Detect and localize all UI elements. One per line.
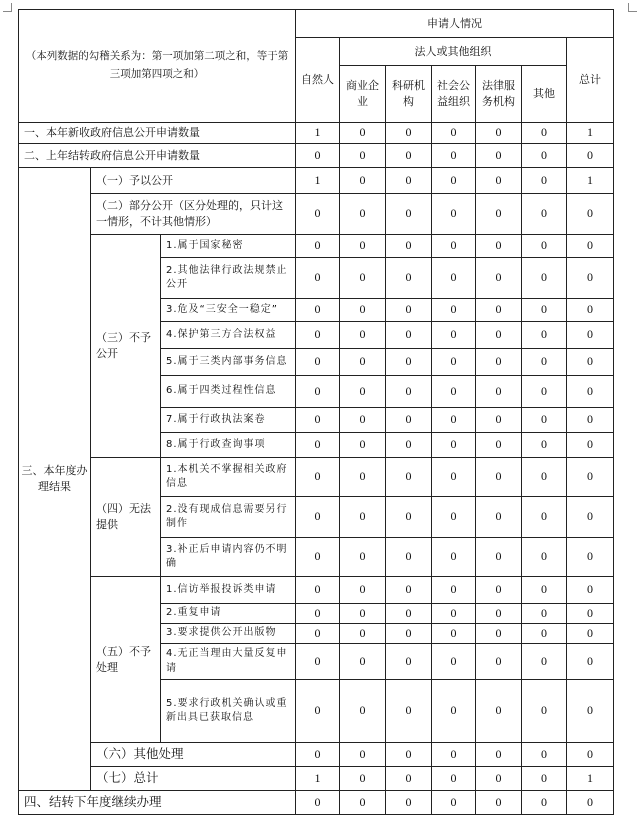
- header-applicant-situation: 申请人情况: [296, 10, 614, 38]
- group-not-disclosed-label: （三）不予公开: [91, 235, 161, 458]
- row-not-processed-item-1-value-3: 0: [386, 577, 432, 604]
- row-not-processed-item-5-value-5: 0: [476, 680, 522, 743]
- row-not-disclosed-item-3-value-4: 0: [432, 299, 476, 322]
- row-other-handling-value-7: 0: [567, 743, 614, 767]
- row-not-disclosed-item-5-value-6: 0: [522, 349, 567, 376]
- row-not-disclosed-item-label: 2.其他法律行政法规禁止公开: [161, 258, 296, 299]
- row-not-disclosed-item-7-value-2: 0: [340, 408, 386, 433]
- row-not-disclosed-item-7-value-7: 0: [567, 408, 614, 433]
- row-carry-forward-value-3: 0: [386, 791, 432, 815]
- row-not-disclosed-item-1-value-2: 0: [340, 235, 386, 258]
- row-not-disclosed-item-1-value-1: 0: [296, 235, 340, 258]
- row-new-applications-value-7: 1: [567, 123, 614, 144]
- row-not-processed-item-5-value-4: 0: [432, 680, 476, 743]
- row-results-total-value-6: 0: [522, 767, 567, 791]
- row-not-processed-item-1-value-6: 0: [522, 577, 567, 604]
- row-carried-over-value-7: 0: [567, 144, 614, 168]
- row-partially-disclosed-label: （二）部分公开（区分处理的，只计这一情形，不计其他情形）: [91, 194, 296, 235]
- header-other: 其他: [522, 66, 567, 123]
- row-not-disclosed-item-3-value-1: 0: [296, 299, 340, 322]
- row-not-disclosed-item-2-value-2: 0: [340, 258, 386, 299]
- row-partially-disclosed-value-6: 0: [522, 194, 567, 235]
- row-unable-to-provide-item-2-value-5: 0: [476, 497, 522, 538]
- row-partially-disclosed-value-2: 0: [340, 194, 386, 235]
- row-not-processed-item-4-value-4: 0: [432, 644, 476, 680]
- row-unable-to-provide-item-label: 3.补正后申请内容仍不明确: [161, 538, 296, 577]
- row-unable-to-provide-item-3-value-7: 0: [567, 538, 614, 577]
- row-disclosed-value-5: 0: [476, 168, 522, 194]
- row-disclosed-value-6: 0: [522, 168, 567, 194]
- row-unable-to-provide-item-1-value-3: 0: [386, 458, 432, 497]
- row-not-processed-item-3-value-7: 0: [567, 624, 614, 644]
- row-not-disclosed-item-2-value-1: 0: [296, 258, 340, 299]
- row-partially-disclosed-value-4: 0: [432, 194, 476, 235]
- row-partially-disclosed-value-7: 0: [567, 194, 614, 235]
- row-not-disclosed-item-7-value-5: 0: [476, 408, 522, 433]
- group-not-processed-label: （五）不予处理: [91, 577, 161, 743]
- row-not-disclosed-item-label: 3.危及“三安全一稳定”: [161, 299, 296, 322]
- row-unable-to-provide-item-1-value-7: 0: [567, 458, 614, 497]
- header-commercial: 商业企业: [340, 66, 386, 123]
- row-not-processed-item-2-value-1: 0: [296, 604, 340, 624]
- row-unable-to-provide-item-3-value-2: 0: [340, 538, 386, 577]
- row-not-processed-item-5-value-6: 0: [522, 680, 567, 743]
- row-not-disclosed-item-1-value-5: 0: [476, 235, 522, 258]
- row-carried-over-value-5: 0: [476, 144, 522, 168]
- row-not-processed-item-3-value-5: 0: [476, 624, 522, 644]
- row-unable-to-provide-item-3-value-4: 0: [432, 538, 476, 577]
- row-not-disclosed-item-2-value-3: 0: [386, 258, 432, 299]
- crop-mark-top-left: [3, 3, 12, 12]
- row-not-disclosed-item-2-value-6: 0: [522, 258, 567, 299]
- row-disclosed-value-2: 0: [340, 168, 386, 194]
- row-not-disclosed-item-7-value-3: 0: [386, 408, 432, 433]
- row-not-disclosed-item-3-value-6: 0: [522, 299, 567, 322]
- row-unable-to-provide-item-3-value-1: 0: [296, 538, 340, 577]
- row-partially-disclosed-value-1: 0: [296, 194, 340, 235]
- row-other-handling-value-4: 0: [432, 743, 476, 767]
- row-disclosed-value-4: 0: [432, 168, 476, 194]
- row-other-handling-value-1: 0: [296, 743, 340, 767]
- row-not-disclosed-item-6-value-6: 0: [522, 376, 567, 408]
- row-new-applications-value-3: 0: [386, 123, 432, 144]
- row-not-disclosed-item-7-value-6: 0: [522, 408, 567, 433]
- row-not-processed-item-4-value-5: 0: [476, 644, 522, 680]
- row-unable-to-provide-item-1-value-2: 0: [340, 458, 386, 497]
- row-carried-over-value-4: 0: [432, 144, 476, 168]
- row-new-applications-value-2: 0: [340, 123, 386, 144]
- row-not-disclosed-item-2-value-4: 0: [432, 258, 476, 299]
- header-legal-entities: 法人或其他组织: [340, 38, 567, 66]
- row-carry-forward-value-4: 0: [432, 791, 476, 815]
- row-not-disclosed-item-label: 5.属于三类内部事务信息: [161, 349, 296, 376]
- row-results-total-value-4: 0: [432, 767, 476, 791]
- row-carried-over-value-2: 0: [340, 144, 386, 168]
- row-carry-forward-value-1: 0: [296, 791, 340, 815]
- row-not-processed-item-5-value-1: 0: [296, 680, 340, 743]
- header-natural-person: 自然人: [296, 38, 340, 123]
- row-unable-to-provide-item-3-value-6: 0: [522, 538, 567, 577]
- row-not-processed-item-3-value-3: 0: [386, 624, 432, 644]
- row-not-disclosed-item-4-value-5: 0: [476, 322, 522, 349]
- row-not-disclosed-item-8-value-6: 0: [522, 433, 567, 458]
- row-not-processed-item-3-value-6: 0: [522, 624, 567, 644]
- row-not-disclosed-item-5-value-4: 0: [432, 349, 476, 376]
- row-unable-to-provide-item-2-value-2: 0: [340, 497, 386, 538]
- row-unable-to-provide-item-2-value-4: 0: [432, 497, 476, 538]
- row-new-applications-value-6: 0: [522, 123, 567, 144]
- row-carry-forward-label: 四、结转下年度继续办理: [19, 791, 296, 815]
- row-carry-forward-value-2: 0: [340, 791, 386, 815]
- row-unable-to-provide-item-label: 1.本机关不掌握相关政府信息: [161, 458, 296, 497]
- row-not-disclosed-item-label: 8.属于行政查询事项: [161, 433, 296, 458]
- row-carried-over-value-1: 0: [296, 144, 340, 168]
- row-results-total-value-7: 1: [567, 767, 614, 791]
- row-carried-over-value-6: 0: [522, 144, 567, 168]
- row-not-processed-item-2-value-4: 0: [432, 604, 476, 624]
- row-other-handling-value-6: 0: [522, 743, 567, 767]
- row-not-disclosed-item-4-value-3: 0: [386, 322, 432, 349]
- row-unable-to-provide-item-2-value-3: 0: [386, 497, 432, 538]
- row-not-disclosed-item-label: 7.属于行政执法案卷: [161, 408, 296, 433]
- row-not-disclosed-item-5-value-2: 0: [340, 349, 386, 376]
- row-not-disclosed-item-7-value-1: 0: [296, 408, 340, 433]
- row-not-processed-item-4-value-2: 0: [340, 644, 386, 680]
- row-not-disclosed-item-5-value-7: 0: [567, 349, 614, 376]
- row-not-disclosed-item-4-value-1: 0: [296, 322, 340, 349]
- header-note: （本列数据的勾稽关系为：第一项加第二项之和，等于第三项加第四项之和）: [19, 10, 296, 123]
- row-not-disclosed-item-2-value-5: 0: [476, 258, 522, 299]
- group-unable-to-provide-label: （四）无法提供: [91, 458, 161, 577]
- row-not-disclosed-item-label: 6.属于四类过程性信息: [161, 376, 296, 408]
- row-not-processed-item-5-value-2: 0: [340, 680, 386, 743]
- row-new-applications-label: 一、本年新收政府信息公开申请数量: [19, 123, 296, 144]
- row-not-processed-item-2-value-7: 0: [567, 604, 614, 624]
- row-not-disclosed-item-1-value-7: 0: [567, 235, 614, 258]
- row-not-disclosed-item-8-value-5: 0: [476, 433, 522, 458]
- row-not-disclosed-item-label: 1.属于国家秘密: [161, 235, 296, 258]
- row-unable-to-provide-item-1-value-1: 0: [296, 458, 340, 497]
- row-not-disclosed-item-6-value-1: 0: [296, 376, 340, 408]
- row-carry-forward-value-5: 0: [476, 791, 522, 815]
- header-research: 科研机构: [386, 66, 432, 123]
- row-not-processed-item-4-value-7: 0: [567, 644, 614, 680]
- row-not-processed-item-2-value-5: 0: [476, 604, 522, 624]
- row-unable-to-provide-item-3-value-5: 0: [476, 538, 522, 577]
- row-not-disclosed-item-6-value-3: 0: [386, 376, 432, 408]
- row-not-disclosed-item-6-value-4: 0: [432, 376, 476, 408]
- row-not-processed-item-2-value-2: 0: [340, 604, 386, 624]
- row-unable-to-provide-item-3-value-3: 0: [386, 538, 432, 577]
- row-results-total-value-3: 0: [386, 767, 432, 791]
- row-unable-to-provide-item-2-value-6: 0: [522, 497, 567, 538]
- row-carry-forward-value-6: 0: [522, 791, 567, 815]
- row-other-handling-value-2: 0: [340, 743, 386, 767]
- row-not-processed-item-label: 2.重复申请: [161, 604, 296, 624]
- section-handling-results-label: 三、本年度办理结果: [19, 168, 91, 791]
- row-unable-to-provide-item-2-value-7: 0: [567, 497, 614, 538]
- row-results-total-value-2: 0: [340, 767, 386, 791]
- row-not-processed-item-3-value-4: 0: [432, 624, 476, 644]
- row-partially-disclosed-value-3: 0: [386, 194, 432, 235]
- row-not-disclosed-item-4-value-7: 0: [567, 322, 614, 349]
- row-not-processed-item-3-value-2: 0: [340, 624, 386, 644]
- row-carry-forward-value-7: 0: [567, 791, 614, 815]
- row-unable-to-provide-item-1-value-6: 0: [522, 458, 567, 497]
- row-results-total-value-1: 1: [296, 767, 340, 791]
- row-not-processed-item-3-value-1: 0: [296, 624, 340, 644]
- row-not-processed-item-4-value-1: 0: [296, 644, 340, 680]
- row-not-disclosed-item-5-value-3: 0: [386, 349, 432, 376]
- header-total: 总计: [567, 38, 614, 123]
- row-new-applications-value-4: 0: [432, 123, 476, 144]
- row-not-processed-item-1-value-7: 0: [567, 577, 614, 604]
- row-disclosed-label: （一）予以公开: [91, 168, 296, 194]
- row-carried-over-label: 二、上年结转政府信息公开申请数量: [19, 144, 296, 168]
- row-unable-to-provide-item-1-value-5: 0: [476, 458, 522, 497]
- row-not-disclosed-item-1-value-6: 0: [522, 235, 567, 258]
- row-new-applications-value-5: 0: [476, 123, 522, 144]
- row-disclosed-value-3: 0: [386, 168, 432, 194]
- row-not-disclosed-item-8-value-3: 0: [386, 433, 432, 458]
- row-not-disclosed-item-3-value-2: 0: [340, 299, 386, 322]
- row-unable-to-provide-item-1-value-4: 0: [432, 458, 476, 497]
- row-not-processed-item-1-value-4: 0: [432, 577, 476, 604]
- row-not-processed-item-label: 5.要求行政机关确认或重新出具已获取信息: [161, 680, 296, 743]
- row-not-processed-item-2-value-3: 0: [386, 604, 432, 624]
- row-not-processed-item-label: 3.要求提供公开出版物: [161, 624, 296, 644]
- header-legal-service: 法律服务机构: [476, 66, 522, 123]
- row-other-handling-value-5: 0: [476, 743, 522, 767]
- row-not-disclosed-item-3-value-3: 0: [386, 299, 432, 322]
- row-not-disclosed-item-6-value-2: 0: [340, 376, 386, 408]
- row-not-disclosed-item-4-value-6: 0: [522, 322, 567, 349]
- row-not-disclosed-item-5-value-1: 0: [296, 349, 340, 376]
- row-not-processed-item-1-value-1: 0: [296, 577, 340, 604]
- row-not-disclosed-item-3-value-5: 0: [476, 299, 522, 322]
- row-other-handling-label: （六）其他处理: [91, 743, 296, 767]
- row-results-total-label: （七）总计: [91, 767, 296, 791]
- row-disclosed-value-7: 1: [567, 168, 614, 194]
- row-not-disclosed-item-8-value-2: 0: [340, 433, 386, 458]
- row-not-disclosed-item-8-value-7: 0: [567, 433, 614, 458]
- disclosure-statistics-table: [18, 9, 614, 815]
- row-new-applications-value-1: 1: [296, 123, 340, 144]
- crop-mark-top-right: [628, 3, 637, 12]
- row-not-disclosed-item-1-value-4: 0: [432, 235, 476, 258]
- row-not-processed-item-label: 4.无正当理由大量反复申请: [161, 644, 296, 680]
- row-not-disclosed-item-8-value-1: 0: [296, 433, 340, 458]
- row-not-processed-item-1-value-2: 0: [340, 577, 386, 604]
- row-not-disclosed-item-8-value-4: 0: [432, 433, 476, 458]
- row-not-disclosed-item-4-value-4: 0: [432, 322, 476, 349]
- header-public-welfare: 社会公益组织: [432, 66, 476, 123]
- row-not-processed-item-2-value-6: 0: [522, 604, 567, 624]
- row-not-disclosed-item-2-value-7: 0: [567, 258, 614, 299]
- row-not-disclosed-item-7-value-4: 0: [432, 408, 476, 433]
- row-unable-to-provide-item-label: 2.没有现成信息需要另行制作: [161, 497, 296, 538]
- row-not-disclosed-item-1-value-3: 0: [386, 235, 432, 258]
- row-carried-over-value-3: 0: [386, 144, 432, 168]
- row-disclosed-value-1: 1: [296, 168, 340, 194]
- row-not-processed-item-4-value-6: 0: [522, 644, 567, 680]
- row-not-processed-item-1-value-5: 0: [476, 577, 522, 604]
- row-not-disclosed-item-6-value-7: 0: [567, 376, 614, 408]
- row-results-total-value-5: 0: [476, 767, 522, 791]
- row-not-disclosed-item-4-value-2: 0: [340, 322, 386, 349]
- row-not-disclosed-item-label: 4.保护第三方合法权益: [161, 322, 296, 349]
- row-not-processed-item-label: 1.信访举报投诉类申请: [161, 577, 296, 604]
- row-partially-disclosed-value-5: 0: [476, 194, 522, 235]
- row-not-processed-item-5-value-7: 0: [567, 680, 614, 743]
- row-not-processed-item-4-value-3: 0: [386, 644, 432, 680]
- row-not-disclosed-item-6-value-5: 0: [476, 376, 522, 408]
- row-not-processed-item-5-value-3: 0: [386, 680, 432, 743]
- row-not-disclosed-item-5-value-5: 0: [476, 349, 522, 376]
- row-other-handling-value-3: 0: [386, 743, 432, 767]
- row-not-disclosed-item-3-value-7: 0: [567, 299, 614, 322]
- row-unable-to-provide-item-2-value-1: 0: [296, 497, 340, 538]
